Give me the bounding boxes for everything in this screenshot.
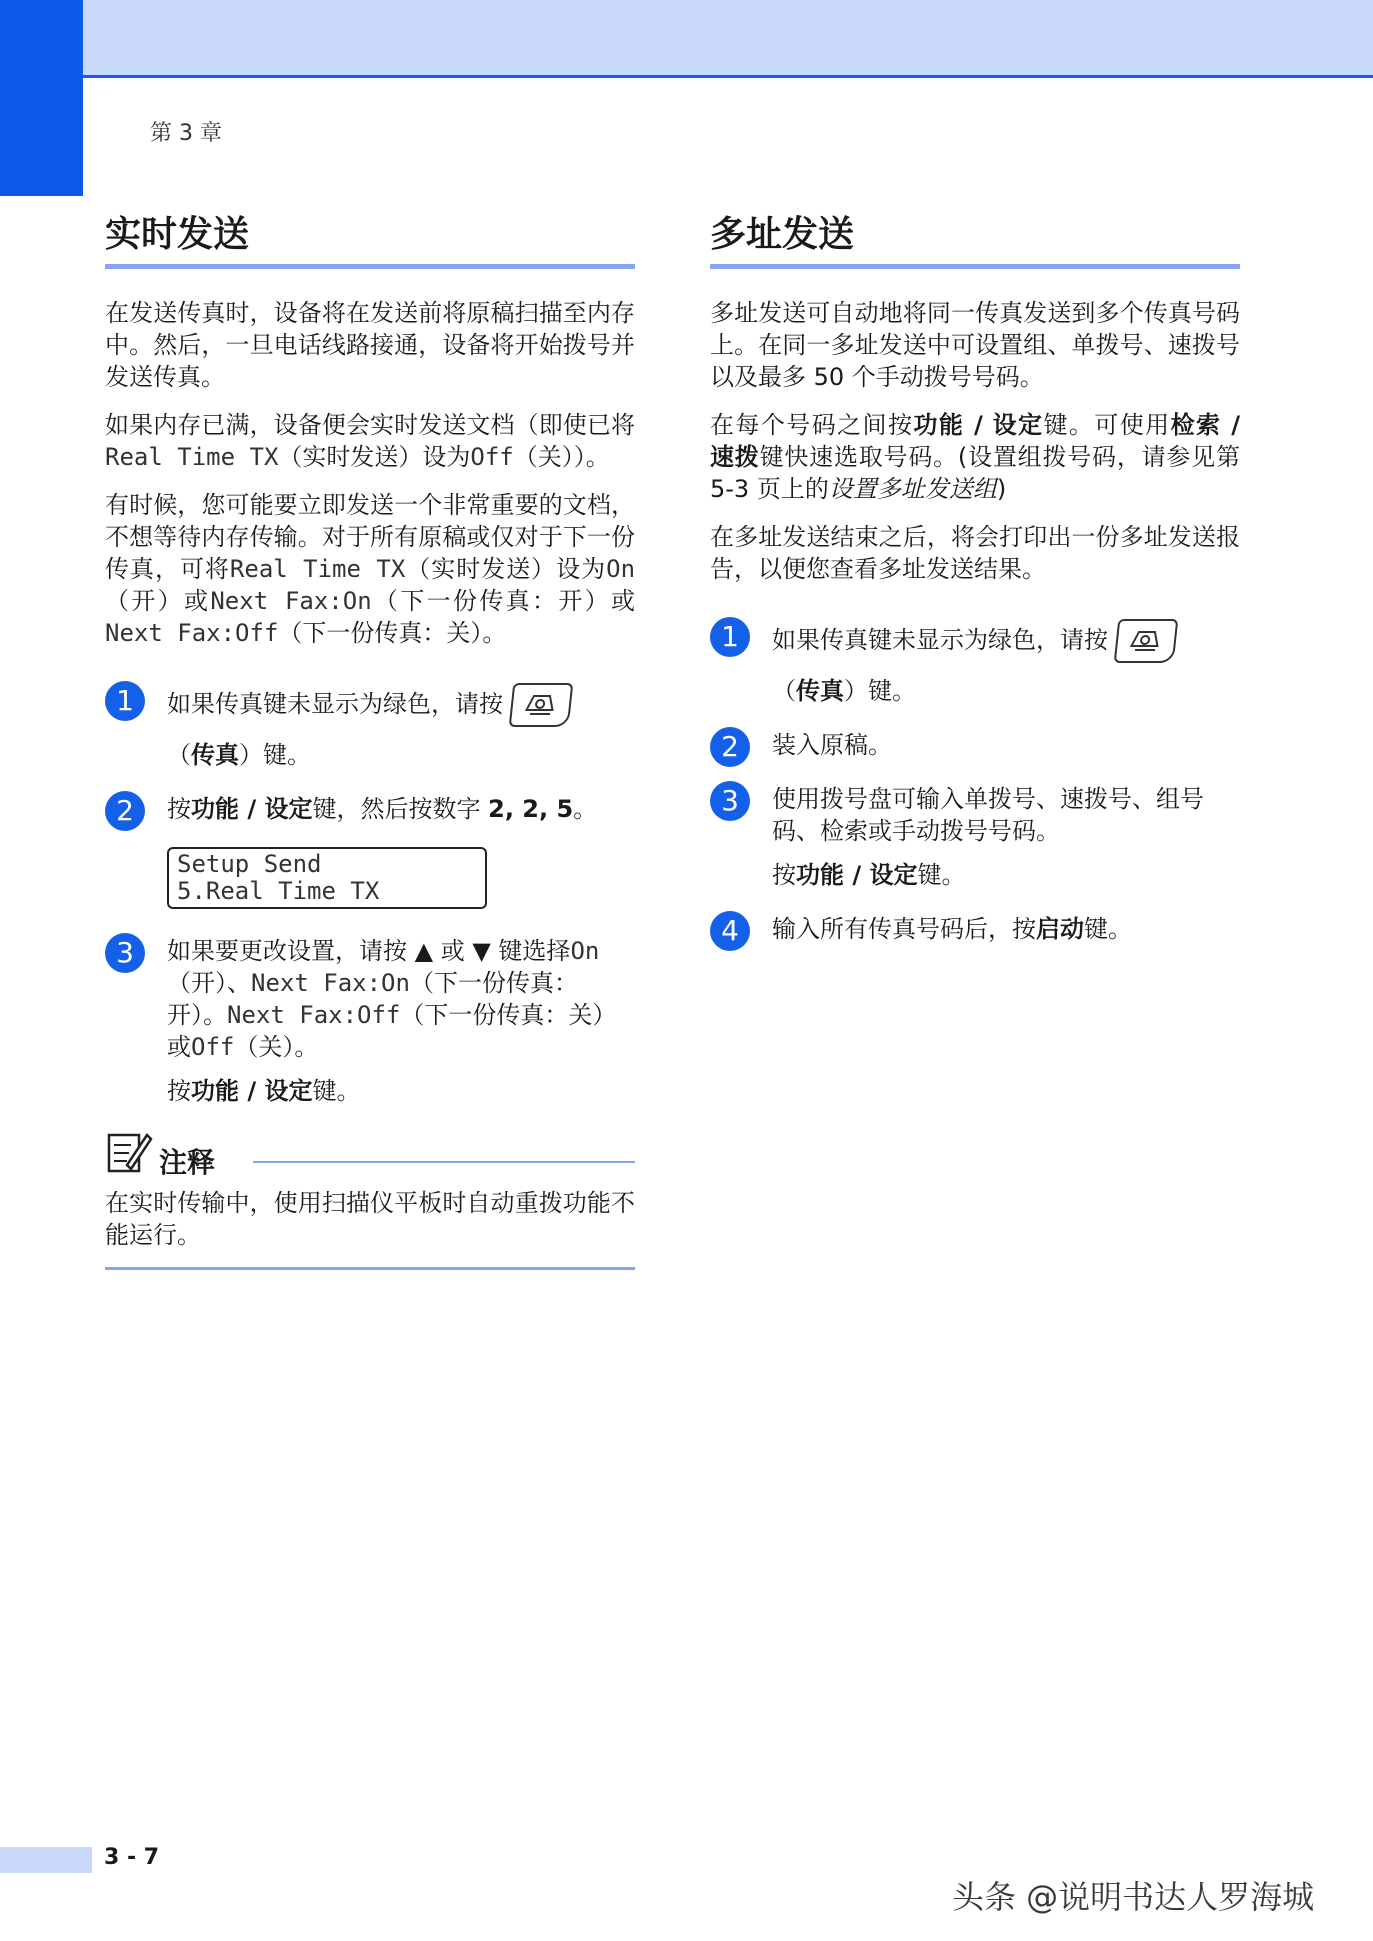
step-text: 如果传真键未显示为绿色，请按: [772, 626, 1108, 654]
step-text: 输入所有传真号码后，按: [772, 915, 1036, 943]
step-number-icon: 4: [710, 911, 750, 951]
step-4: [710, 913, 1240, 945]
text: （实时发送）设为: [278, 443, 471, 471]
text: （开）或: [105, 587, 211, 615]
note-rule: [105, 1267, 635, 1270]
section-title-broadcasting: 多址发送: [710, 214, 855, 255]
text: （关））。: [513, 443, 610, 471]
note-header: [105, 1129, 635, 1179]
mono-text: On: [606, 555, 636, 583]
text: 有时候，您可能要立即发送一个非常重要的文档，不想等待内存传输。对于所有原稿或仅对于下一份传真，可将: [105, 491, 635, 583]
key-label: 启动: [1036, 915, 1084, 943]
step-1: 1 如果传真键未显示为绿色，请按 （传真）键。: [105, 683, 635, 771]
step-text: 使用拨号盘可输入单拨号、速拨号、组号码、检索或手动拨号号码。: [772, 785, 1204, 845]
step-number-icon: 2: [105, 791, 145, 831]
fax-key-icon: [509, 683, 574, 727]
digits: 2, 2, 5: [488, 795, 574, 823]
mono-text: Next Fax:Off: [227, 1001, 401, 1029]
page-number: 3 - 7: [104, 1845, 160, 1870]
key-label: 检索 / 速拨: [710, 411, 1241, 471]
note-rule: [253, 1161, 635, 1163]
step-1: 1 如果传真键未显示为绿色，请按 （传真）键。: [710, 619, 1240, 707]
step-2: [710, 729, 1240, 761]
mono-text: Next Fax:On: [251, 969, 410, 997]
key-label: 传真: [796, 677, 844, 705]
paragraph: 在发送传真时，设备将在发送前将原稿扫描至内存中。然后，一旦电话线路接通，设备将开始拨号并发送传真。: [105, 299, 635, 391]
step-3: [105, 935, 635, 1107]
text: 如果内存已满，设备便会实时发送文档（即使已将: [105, 411, 635, 439]
key-label: 功能 / 设定: [191, 1077, 313, 1105]
right-column: [710, 210, 1240, 967]
step-number-icon: 2: [710, 727, 750, 767]
text: （下一份传真：开）或: [371, 587, 636, 615]
page-number-bar: [0, 1847, 92, 1873]
step-text: （开）、: [167, 969, 251, 997]
chapter-tab: [0, 0, 83, 196]
mono-text: Off: [191, 1033, 235, 1061]
left-column: [105, 210, 635, 1270]
paragraph: 多址发送可自动地将同一传真发送到多个传真号码上。在同一多址发送中可设置组、单拨号、速拨号以及最多 50 个手动拨号号码。: [710, 299, 1240, 391]
key-label: 功能 / 设定: [796, 861, 918, 889]
mono-text: Real Time TX: [229, 555, 406, 583]
step-text: （关）。: [234, 1033, 319, 1061]
mono-text: Next Fax:Off: [105, 619, 279, 647]
note-title: 注释: [159, 1146, 216, 1179]
text: （实时发送）设为: [405, 555, 607, 583]
cross-reference: 设置多址发送组: [828, 475, 997, 503]
lcd-line-2: 5.Real Time TX: [177, 877, 380, 905]
mono-text: Off: [470, 443, 514, 471]
step-number-icon: 3: [105, 933, 145, 973]
text: 在每个号码之间按: [710, 411, 914, 439]
paragraph: [710, 409, 1240, 505]
step-text: 键，然后按数字: [312, 795, 489, 823]
text: （下一份传真：关）。: [278, 619, 507, 647]
note-pencil-icon: [105, 1129, 153, 1175]
paragraph: 在多址发送结束之后，将会打印出一份多址发送报告，以便您查看多址发送结果。: [710, 523, 1240, 583]
mono-text: On: [570, 937, 600, 965]
text: 键快速选取号码。(设置组拨号码，请参见第 5-3 页上的: [710, 443, 1240, 503]
mono-text: Next Fax:On: [210, 587, 372, 615]
step-text: 如果要更改设置，请按 ▲ 或 ▼ 键选择: [167, 937, 571, 965]
step-text: 按: [772, 861, 796, 889]
title-rule: [710, 264, 1240, 269]
key-label: 功能 / 设定: [913, 411, 1044, 439]
step-3: [710, 783, 1240, 891]
watermark: 头条 @说明书达人罗海城: [952, 1878, 1315, 1916]
step-text: （下一份传真：开）。: [167, 969, 578, 1029]
step-text: 键。: [868, 677, 916, 705]
lcd-display: [167, 847, 487, 909]
note-body: 在实时传输中，使用扫描仪平板时自动重拨功能不能运行。: [105, 1189, 635, 1249]
paragraph: [105, 409, 635, 473]
step-text: 如果传真键未显示为绿色，请按: [167, 690, 503, 718]
step-text: （下一份传真：关）或: [167, 1001, 617, 1061]
header-band: [0, 0, 1373, 78]
lcd-line-1: Setup Send: [177, 850, 322, 878]
chapter-label: 第 3 章: [150, 121, 222, 146]
step-text: 键。: [263, 741, 311, 769]
step-number-icon: 1: [710, 617, 750, 657]
step-text: 键。: [917, 861, 966, 889]
step-text: 按: [167, 795, 191, 823]
text: 键。可使用: [1043, 411, 1171, 439]
step-text: 按: [167, 1077, 191, 1105]
step-text: 装入原稿。: [772, 731, 892, 759]
paragraph: [105, 489, 635, 649]
section-title-real-time-tx: 实时发送: [105, 214, 250, 255]
step-number-icon: 3: [710, 781, 750, 821]
text: ): [996, 475, 1007, 503]
title-rule: [105, 264, 635, 269]
fax-key-icon: [1114, 619, 1179, 663]
step-text: 键。: [1084, 915, 1132, 943]
step-number-icon: 1: [105, 681, 145, 721]
step-text: 键。: [312, 1077, 361, 1105]
step-text: 。: [573, 795, 598, 823]
key-label: 传真: [191, 741, 239, 769]
mono-text: Real Time TX: [105, 443, 279, 471]
key-label: 功能 / 设定: [191, 795, 313, 823]
step-2: [105, 793, 635, 825]
